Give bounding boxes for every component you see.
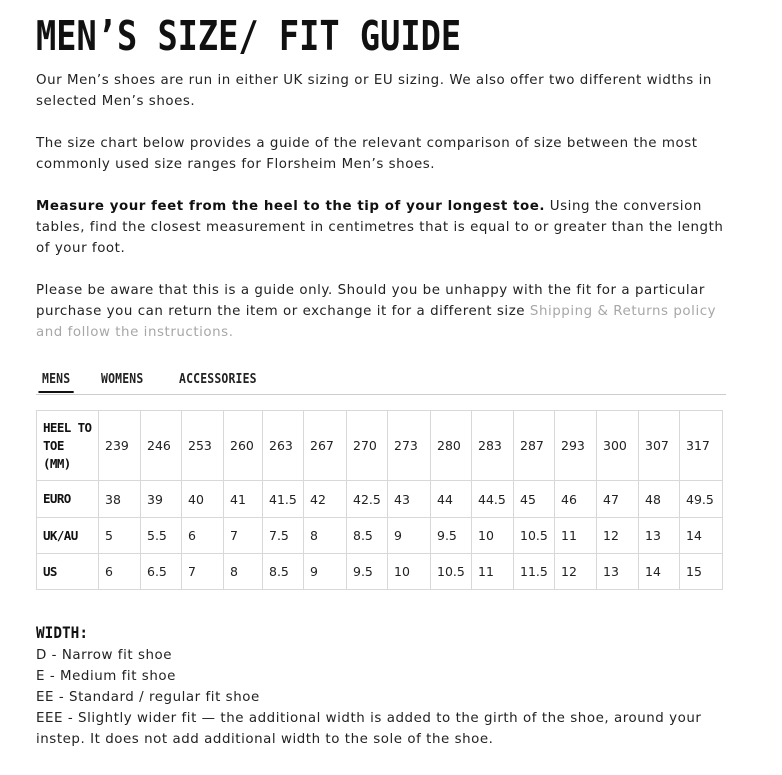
table-cell: 10.5 xyxy=(431,554,472,590)
table-cell: 253 xyxy=(182,411,224,481)
table-cell: 287 xyxy=(514,411,555,481)
table-cell: 8 xyxy=(304,518,347,554)
table-cell: 9.5 xyxy=(431,518,472,554)
table-cell: 42.5 xyxy=(347,481,388,518)
table-cell: 9 xyxy=(304,554,347,590)
table-cell: 14 xyxy=(639,554,680,590)
size-chart-table xyxy=(36,410,723,590)
table-cell: 14 xyxy=(680,518,723,554)
guide-note: Please be aware that this is a guide only. Should you be unhappy with the fit for a particular purchase you can return the item or exchange it for a different size xyxy=(36,283,705,319)
table-cell: 38 xyxy=(99,481,141,518)
tab-mens[interactable]: MENS xyxy=(42,372,71,387)
table-cell: 39 xyxy=(141,481,182,518)
shipping-returns-link[interactable]: Shipping & Returns policy and follow the instructions. xyxy=(36,304,717,340)
row-header: HEEL TO TOE (MM) xyxy=(37,411,99,481)
table-cell: 49.5 xyxy=(680,481,723,518)
intro-paragraph-1: Our Men’s shoes are run in either UK sizing or EU sizing. We also offer two different widths in selected Men’s shoes. xyxy=(36,73,712,109)
table-cell: 273 xyxy=(388,411,431,481)
table-cell: 8.5 xyxy=(347,518,388,554)
table-cell: 6.5 xyxy=(141,554,182,590)
intro-paragraph-3 xyxy=(36,196,726,259)
table-row xyxy=(37,518,723,554)
table-cell: 47 xyxy=(597,481,639,518)
width-list xyxy=(36,645,726,750)
table-cell: 7 xyxy=(224,518,263,554)
width-item-d: D - Narrow fit shoe xyxy=(36,648,173,663)
table-cell: 10 xyxy=(388,554,431,590)
table-cell: 44 xyxy=(431,481,472,518)
table-cell: 307 xyxy=(639,411,680,481)
table-cell: 280 xyxy=(431,411,472,481)
width-item-e: E - Medium fit shoe xyxy=(36,669,176,684)
table-cell: 283 xyxy=(472,411,514,481)
width-heading: WIDTH: xyxy=(36,623,89,642)
table-cell: 10.5 xyxy=(514,518,555,554)
intro-paragraph-4 xyxy=(36,280,726,343)
table-cell: 260 xyxy=(224,411,263,481)
width-item-ee: EE - Standard / regular fit shoe xyxy=(36,690,260,705)
table-cell: 246 xyxy=(141,411,182,481)
table-cell: 270 xyxy=(347,411,388,481)
table-cell: 41 xyxy=(224,481,263,518)
table-cell: 15 xyxy=(680,554,723,590)
table-cell: 317 xyxy=(680,411,723,481)
row-header: US xyxy=(37,554,99,590)
table-cell: 43 xyxy=(388,481,431,518)
table-cell: 6 xyxy=(182,518,224,554)
width-item-eee: EEE - Slightly wider fit — the additional width is added to the girth of the shoe, around your instep. It does not add additional width to the sole of the shoe. xyxy=(36,711,702,747)
table-cell: 12 xyxy=(597,518,639,554)
table-cell: 8 xyxy=(224,554,263,590)
table-cell: 9 xyxy=(388,518,431,554)
table-cell: 11 xyxy=(472,554,514,590)
table-cell: 42 xyxy=(304,481,347,518)
intro-paragraph-2: The size chart below provides a guide of the relevant comparison of size between the most commonly used size ranges for Florsheim Men’s shoes. xyxy=(36,136,698,172)
table-cell: 44.5 xyxy=(472,481,514,518)
table-cell: 41.5 xyxy=(263,481,304,518)
table-cell: 11.5 xyxy=(514,554,555,590)
table-cell: 293 xyxy=(555,411,597,481)
table-cell: 5.5 xyxy=(141,518,182,554)
table-cell: 10 xyxy=(472,518,514,554)
table-cell: 11 xyxy=(555,518,597,554)
measure-detail: Using the conversion tables, find the closest measurement in centimetres that is equal to or greater than the length of your foot. xyxy=(36,199,724,256)
table-cell: 40 xyxy=(182,481,224,518)
tab-accessories[interactable]: ACCESSORIES xyxy=(179,372,257,387)
table-cell: 48 xyxy=(639,481,680,518)
table-cell: 267 xyxy=(304,411,347,481)
table-row xyxy=(37,411,723,481)
table-row xyxy=(37,554,723,590)
table-row xyxy=(37,481,723,518)
table-cell: 9.5 xyxy=(347,554,388,590)
row-header: UK/AU xyxy=(37,518,99,554)
table-cell: 7 xyxy=(182,554,224,590)
page-title: MEN’S SIZE/ FIT GUIDE xyxy=(36,12,462,60)
category-tabs xyxy=(36,370,726,395)
table-cell: 5 xyxy=(99,518,141,554)
table-cell: 300 xyxy=(597,411,639,481)
tab-womens[interactable]: WOMENS xyxy=(101,372,144,387)
table-cell: 13 xyxy=(597,554,639,590)
table-cell: 13 xyxy=(639,518,680,554)
table-cell: 12 xyxy=(555,554,597,590)
table-cell: 239 xyxy=(99,411,141,481)
table-cell: 7.5 xyxy=(263,518,304,554)
row-header: EURO xyxy=(37,481,99,518)
table-cell: 8.5 xyxy=(263,554,304,590)
table-cell: 46 xyxy=(555,481,597,518)
measure-instruction: Measure your feet from the heel to the tip of your longest toe. xyxy=(36,199,545,214)
table-cell: 263 xyxy=(263,411,304,481)
table-cell: 45 xyxy=(514,481,555,518)
table-cell: 6 xyxy=(99,554,141,590)
